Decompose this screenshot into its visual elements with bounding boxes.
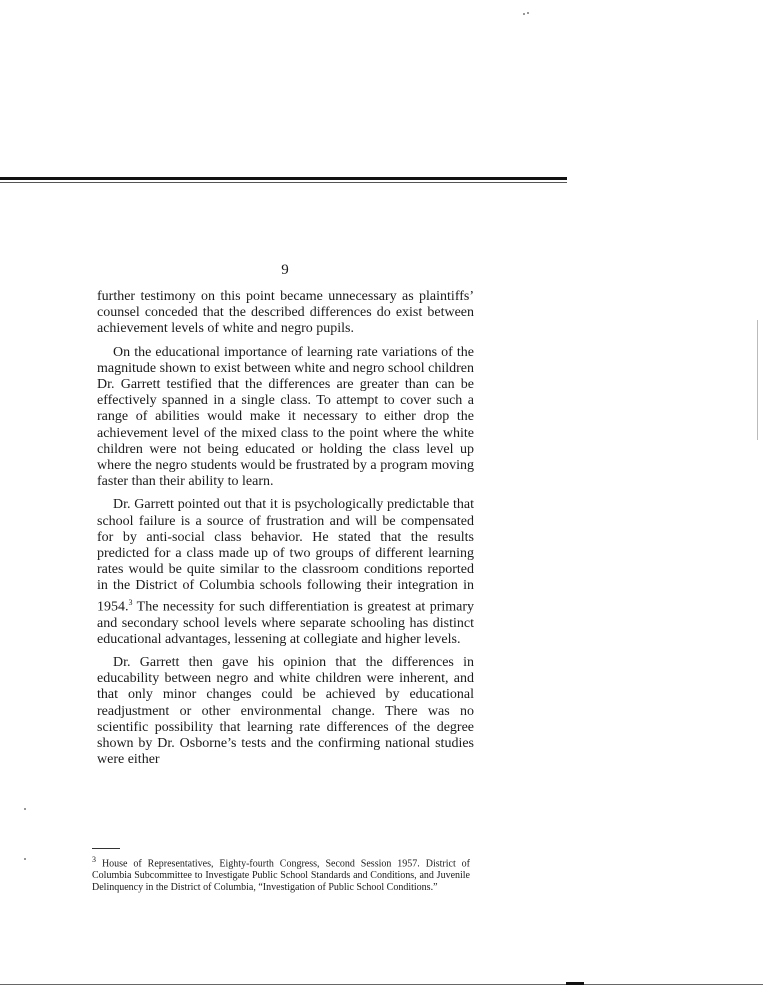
footnote-marker: 3 — [92, 855, 96, 864]
paragraph-text: Dr. Garrett pointed out that it is psychologically predictable that school failure is a source of frustration and will be compensated for by anti-social class behavior. He stated that the results predicted for a class made up of two groups of different learning rates would be quite similar to the classroom conditions reported in the District of Columbia schools following their integration in 1954. — [97, 497, 474, 615]
scan-speck — [527, 12, 529, 14]
footnote-rule — [92, 848, 120, 849]
footnote — [92, 854, 470, 894]
scan-speck — [523, 13, 525, 15]
top-rule-thin — [0, 182, 567, 183]
scan-edge — [757, 320, 758, 440]
top-rule — [0, 177, 567, 180]
scan-speck — [24, 858, 26, 860]
paragraph: Dr. Garrett then gave his opinion that the differences in educability between negro and white children were inherent, and that only minor changes could be achieved by educational readjustment or other environmental change. There was no scientific possibility that learning rate differences of the degree shown by Dr. Osborne’s tests and the confirming national studies were either — [97, 654, 474, 768]
footnote-text: House of Representatives, Eighty-fourth Congress, Second Session 1957. District of Columbia Subcommittee to Investigate Public School Standards and Conditions, and Juvenile Delinquency in the District of Columbia, “Investigation of Public School Conditions.” — [92, 858, 470, 894]
body-text — [97, 289, 474, 775]
paragraph: further testimony on this point became unnecessary as plaintiffs’ counsel conceded that the described differences do exist between achievement levels of white and negro pupils. — [97, 289, 474, 337]
paragraph: On the educational importance of learning rate variations of the magnitude shown to exist between white and negro school children Dr. Garrett testified that the differences are greater than can be effectively spanned in a single class. To attempt to cover such a range of abilities would make it necessary to either drop the achievement level of the mixed class to the point where the white children were not being educated or holding the class level up where the negro students would be frustrated by a program moving faster than their ability to learn. — [97, 344, 474, 490]
bottom-rule-mark — [566, 982, 584, 985]
page-number: 9 — [281, 262, 289, 278]
paragraph-text: The necessity for such differentiation is greatest at primary and secondary school levels where separate schooling has distinct educational advantages, lessening at collegiate and higher levels. — [97, 599, 475, 647]
paragraph — [97, 497, 474, 647]
bottom-rule — [0, 984, 763, 985]
scan-speck — [24, 808, 26, 810]
footnote-reference: 3 — [128, 597, 133, 607]
